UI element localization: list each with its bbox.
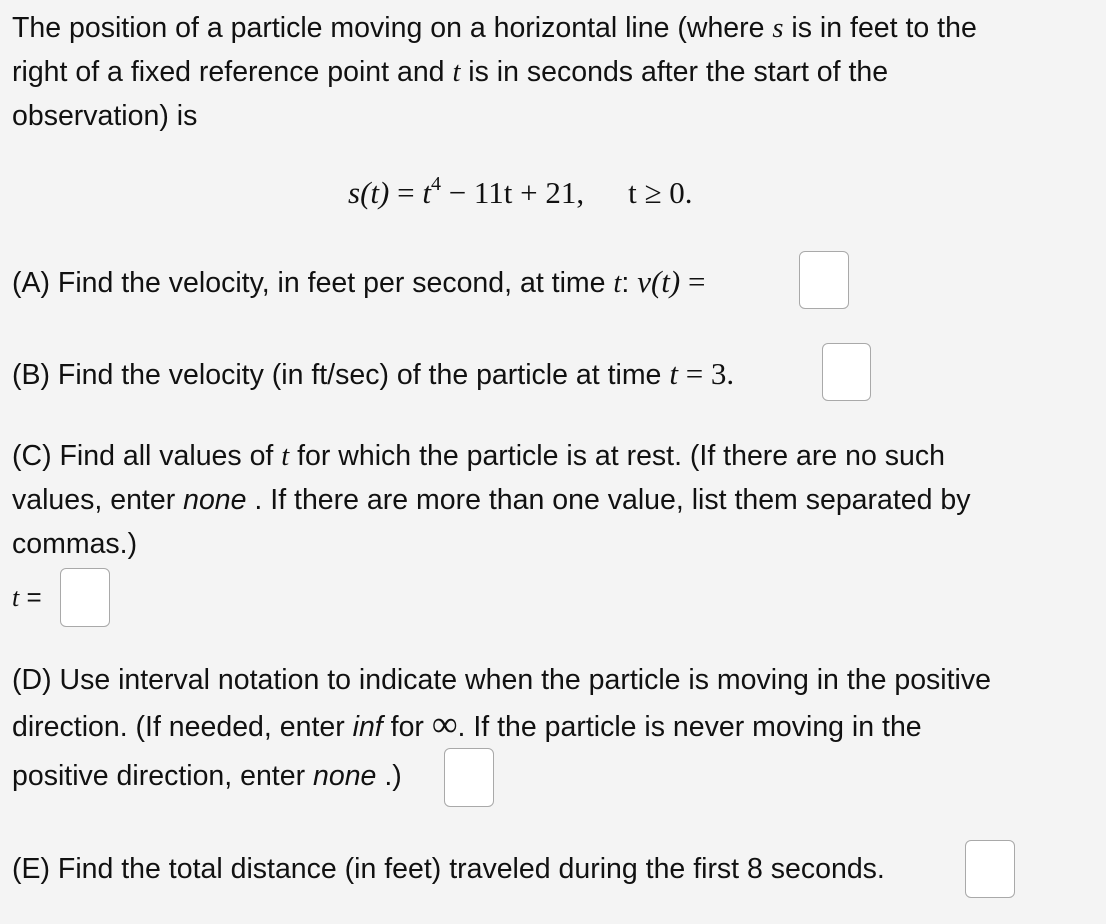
part-b-text: (B) Find the velocity (in ft/sec) of the particle at time <box>12 359 670 391</box>
part-c-label <box>12 584 42 611</box>
part-c-text: values, enter <box>12 484 184 516</box>
part-d-line-1 <box>12 666 991 695</box>
equation-exponent: 4 <box>430 173 441 195</box>
part-c-text: for which the particle is at rest. (If there are no such <box>289 440 945 472</box>
answer-c-input[interactable] <box>61 569 109 626</box>
answer-a-box[interactable] <box>799 251 849 309</box>
part-c-line-2 <box>12 486 971 515</box>
answer-a-input[interactable] <box>800 252 848 308</box>
equation-rest: − 11t + 21, <box>440 175 585 210</box>
part-b-var: t <box>669 356 678 391</box>
intro-line-1 <box>12 14 977 44</box>
part-a-colon: : <box>621 267 630 299</box>
intro-text: right of a fixed reference point and <box>12 56 453 88</box>
intro-line-2 <box>12 58 888 88</box>
equation-equals: = <box>389 175 423 210</box>
intro-line-3 <box>12 102 197 131</box>
part-c-line-3 <box>12 530 137 559</box>
part-c-var: t <box>281 441 290 472</box>
answer-b-input[interactable] <box>823 344 870 400</box>
answer-b-box[interactable] <box>822 343 871 401</box>
part-a-text: (A) Find the velocity, in feet per second, at time <box>12 267 614 299</box>
var-s: s <box>772 13 784 44</box>
part-d-text: (D) Use interval notation to indicate when the particle is moving in the positive <box>12 664 991 696</box>
part-c-line-1 <box>12 442 945 472</box>
part-d-text: .) <box>376 760 402 792</box>
part-b-question <box>12 358 734 390</box>
part-d-text: for <box>382 711 432 743</box>
equation-t: t <box>422 175 431 210</box>
part-c-none: none <box>183 484 247 516</box>
var-t: t <box>452 57 461 88</box>
part-d-none: none <box>313 760 377 792</box>
part-d-text: . If the particle is never moving in the <box>457 711 922 743</box>
equation-condition: t ≥ 0. <box>628 175 693 210</box>
part-d-text: direction. (If needed, enter <box>12 711 353 743</box>
part-c-text: . If there are more than one value, list them separated by <box>246 484 971 516</box>
infinity-symbol: ∞ <box>431 704 458 744</box>
intro-text: The position of a particle moving on a horizontal line (where <box>12 12 773 44</box>
part-d-inf: inf <box>352 711 383 743</box>
part-a-question <box>12 266 705 299</box>
part-d-line-3 <box>12 762 402 791</box>
answer-e-box[interactable] <box>965 840 1015 898</box>
position-equation <box>348 174 693 208</box>
part-a-math: v(t) <box>637 264 681 299</box>
answer-d-box[interactable] <box>444 748 494 807</box>
part-d-line-2 <box>12 704 922 744</box>
answer-e-input[interactable] <box>966 841 1014 897</box>
intro-text: is in seconds after the start of the <box>460 56 889 88</box>
answer-c-box[interactable] <box>60 568 110 627</box>
part-e-question <box>12 855 885 884</box>
intro-text: is in feet to the <box>783 12 977 44</box>
equation-lhs: s(t) <box>348 175 390 210</box>
part-c-label-eq: = <box>19 582 42 612</box>
part-a-var: t <box>613 268 622 299</box>
answer-d-input[interactable] <box>445 749 493 806</box>
part-b-math: = 3. <box>677 356 735 391</box>
part-a-equals: = <box>680 264 706 299</box>
part-d-text: positive direction, enter <box>12 760 313 792</box>
intro-text: observation) is <box>12 100 198 132</box>
part-c-label-var: t <box>12 583 20 612</box>
part-c-text: commas.) <box>12 528 138 560</box>
part-c-text: (C) Find all values of <box>12 440 282 472</box>
part-e-text: (E) Find the total distance (in feet) traveled during the first 8 seconds. <box>12 853 885 885</box>
